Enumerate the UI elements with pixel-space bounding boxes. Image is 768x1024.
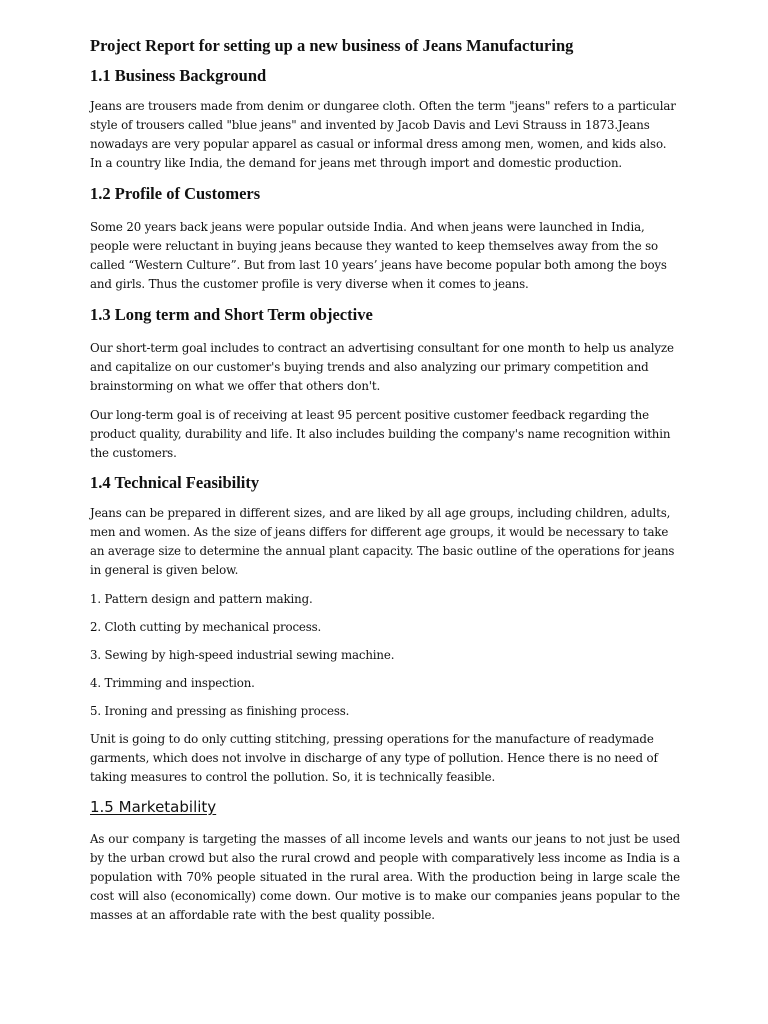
list-item: 5. Ironing and pressing as finishing process. xyxy=(90,704,350,718)
document-title: Project Report for setting up a new business of Jeans Manufacturing xyxy=(90,36,574,55)
section-technical-feasibility xyxy=(90,473,680,787)
section-heading: 1.2 Profile of Customers xyxy=(90,184,261,203)
document-page xyxy=(90,36,680,935)
section-marketability xyxy=(90,797,680,925)
list-item: 1. Pattern design and pattern making. xyxy=(90,592,313,606)
section-objectives xyxy=(90,305,680,463)
paragraph: As our company is targeting the masses of all income levels and wants our jeans to not just be used by the urban crowd but also the rural crowd and people with comparatively less income as India is a population with 70% people situated in the rural area. With the production being in large scale the cost will also (economically) come down. Our motive is to make our companies jeans popular to the masses at an affordable rate with the best quality possible. xyxy=(90,832,680,922)
list-item: 4. Trimming and inspection. xyxy=(90,676,255,690)
section-heading: 1.4 Technical Feasibility xyxy=(90,473,260,492)
paragraph: Our long-term goal is of receiving at least 95 percent positive customer feedback regarding the product quality, durability and life. It also includes building the company's name recognition within the customers. xyxy=(90,408,671,460)
paragraph: Unit is going to do only cutting stitching, pressing operations for the manufacture of readymade garments, which does not involve in discharge of any type of pollution. Hence there is no need of taking measures to control the pollution. So, it is technically feasible. xyxy=(90,732,658,784)
section-heading: 1.1 Business Background xyxy=(90,66,267,85)
paragraph: Jeans can be prepared in different sizes, and are liked by all age groups, including children, adults, men and women. As the size of jeans differs for different age groups, it would be necessary to take an average size to determine the annual plant capacity. The basic outline of the operations for jeans in general is given below. xyxy=(90,506,675,577)
paragraph: Some 20 years back jeans were popular outside India. And when jeans were launched in India, people were reluctant in buying jeans because they wanted to keep themselves away from the so called “Western Culture”. But from last 10 years’ jeans have become popular both among the boys and girls. Thus the customer profile is very diverse when it comes to jeans. xyxy=(90,220,667,291)
section-profile-of-customers xyxy=(90,184,680,294)
list-item: 3. Sewing by high-speed industrial sewing machine. xyxy=(90,648,395,662)
list-item: 2. Cloth cutting by mechanical process. xyxy=(90,620,322,634)
section-heading: 1.5 Marketability xyxy=(90,798,217,816)
section-business-background xyxy=(90,66,680,173)
paragraph: Jeans are trousers made from denim or dungaree cloth. Often the term "jeans" refers to a particular style of trousers called "blue jeans" and invented by Jacob Davis and Levi Strauss in 1873.Jeans nowadays are very popular apparel as casual or informal dress among men, women, and kids also. In a country like India, the demand for jeans met through import and domestic production. xyxy=(90,99,676,170)
section-heading: 1.3 Long term and Short Term objective xyxy=(90,305,373,324)
paragraph: Our short-term goal includes to contract an advertising consultant for one month to help us analyze and capitalize on our customer's buying trends and also analyzing our primary competition and brainstorming on what we offer that others don't. xyxy=(90,341,674,393)
